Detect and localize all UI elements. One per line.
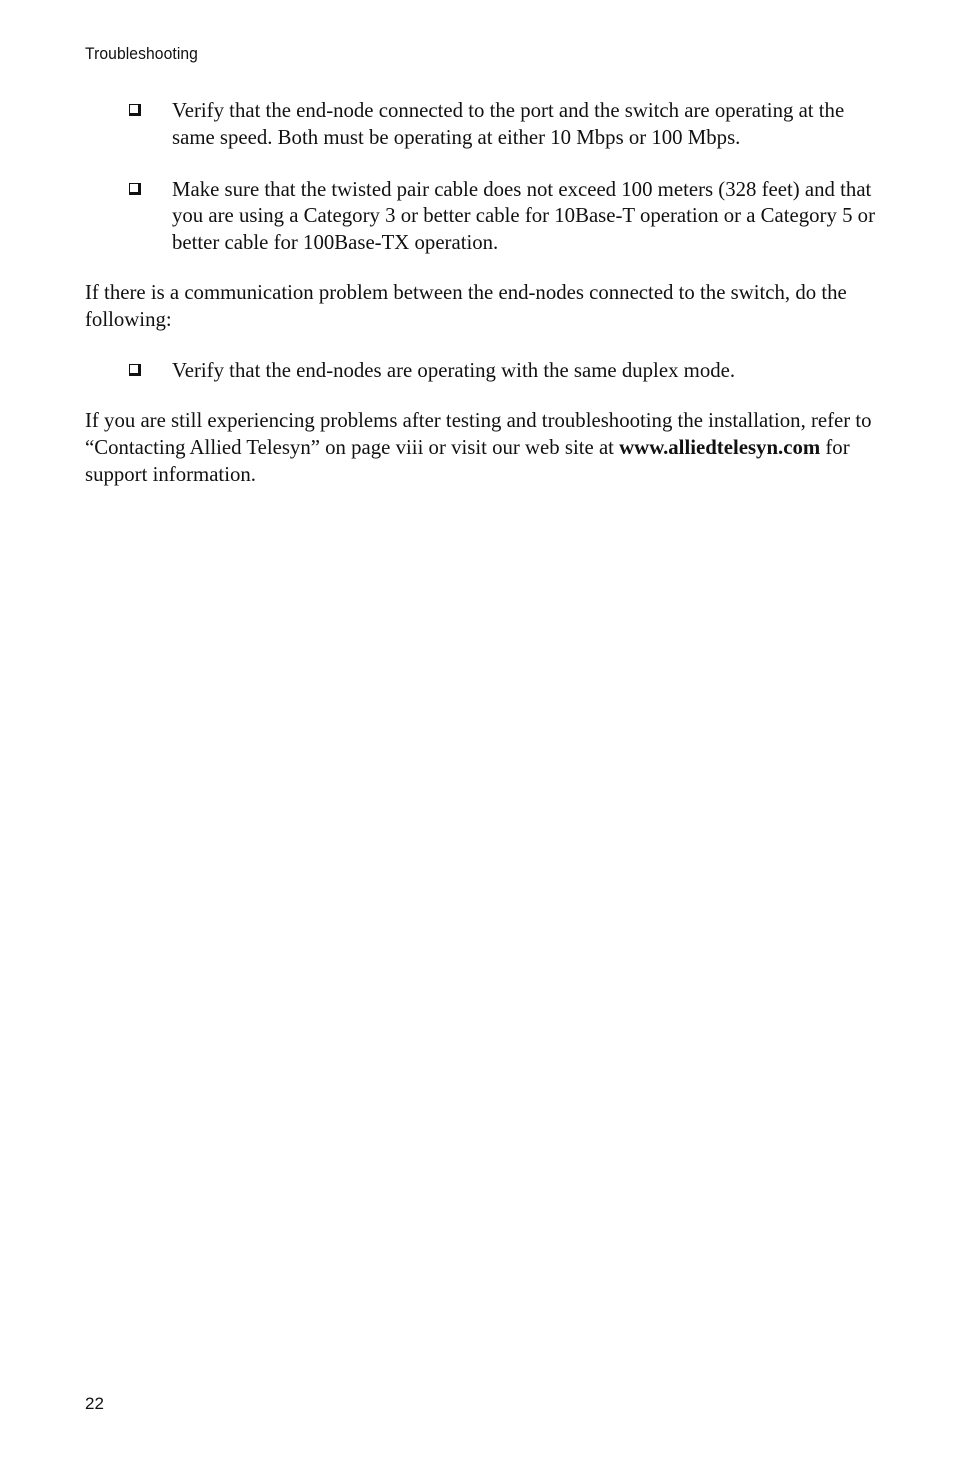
checklist-item-text: Make sure that the twisted pair cable does not exceed 100 meters (328 feet) and that you are using a Category 3 or better cable for 10Base-T operation or a Category 5 or better cable for 100Base-TX operation. bbox=[172, 177, 876, 255]
checklist-item-text: Verify that the end-node connected to the port and the switch are operating at the same speed. Both must be operating at either 10 Mbps or 100 Mbps. bbox=[172, 99, 845, 149]
checkbox-bullet-icon bbox=[129, 364, 141, 376]
support-website-link[interactable]: www.alliedtelesyn.com bbox=[619, 436, 821, 460]
support-text-before: If you are still experiencing problems after testing and troubleshooting the installation, refer to “Contacting Allied Telesyn” on page viii or visit our web site at bbox=[85, 409, 872, 460]
communication-intro: If there is a communication problem between the end-nodes connected to the switch, do the following: bbox=[85, 280, 847, 331]
support-paragraph bbox=[85, 408, 875, 488]
checkbox-bullet-icon bbox=[129, 104, 141, 116]
checklist-item bbox=[85, 177, 875, 257]
running-header: Troubleshooting bbox=[85, 44, 198, 63]
checklist-item bbox=[85, 358, 875, 385]
support-text-after: for support information. bbox=[85, 436, 850, 486]
checklist-speed-cable bbox=[85, 98, 875, 257]
checklist-duplex bbox=[85, 358, 875, 385]
page-number: 22 bbox=[85, 1394, 104, 1413]
checkbox-bullet-icon bbox=[129, 183, 141, 195]
page-body bbox=[85, 98, 875, 489]
checklist-item-text: Verify that the end-nodes are operating with the same duplex mode. bbox=[172, 358, 736, 382]
checklist-item bbox=[85, 98, 875, 152]
